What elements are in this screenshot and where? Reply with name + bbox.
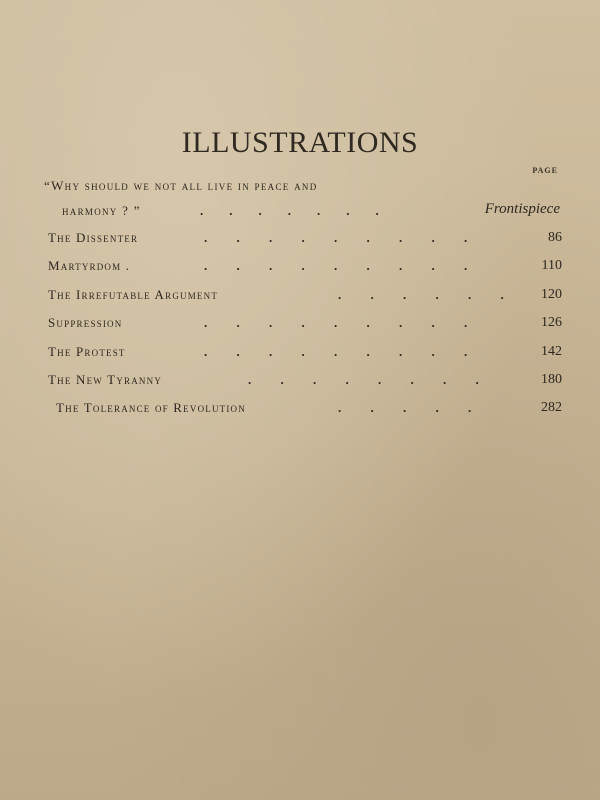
dot-leader: . . . . .: [338, 400, 472, 415]
entry-title: The Irrefutable Argument: [48, 287, 219, 302]
dot-leader: . . . . . . .: [200, 203, 379, 218]
page-title: ILLUSTRATIONS: [181, 126, 419, 159]
entry-title: The Tolerance of Revolution: [56, 400, 246, 415]
entry-page-number: 86: [548, 230, 562, 245]
entry-title-line2: harmony ? ”: [62, 203, 141, 218]
entry-page-frontispiece: Frontispiece: [484, 201, 560, 217]
entry-page-number: 120: [541, 287, 562, 302]
entry-title: The Protest: [48, 344, 126, 359]
list-item: [48, 315, 562, 335]
dot-leader: . . . . . . . . .: [204, 258, 468, 273]
list-item: [48, 287, 562, 307]
entry-page-number: 110: [541, 258, 562, 273]
entry-page-number: 282: [541, 400, 562, 415]
list-item: [48, 344, 562, 364]
entry-title: Martyrdom .: [48, 258, 131, 273]
entry-page-number: 142: [541, 344, 562, 359]
page-column-label: PAGE: [532, 166, 558, 175]
entry-page-number: 126: [541, 315, 562, 330]
entry-title: The Dissenter: [48, 230, 139, 245]
list-item: [48, 372, 562, 392]
dot-leader: . . . . . . . .: [248, 372, 479, 387]
dot-leader: . . . . . . . . .: [204, 344, 468, 359]
entry-page-number: 180: [541, 372, 562, 387]
list-item: [56, 400, 562, 420]
dot-leader: . . . . . . . . .: [204, 230, 468, 245]
dot-leader: . . . . . . . . .: [204, 315, 468, 330]
entry-title: The New Tyranny: [48, 372, 163, 387]
list-item: [48, 230, 562, 250]
dot-leader: . . . . . .: [338, 287, 504, 302]
list-item: [48, 258, 562, 278]
entry-title: Suppression: [48, 315, 123, 330]
entry-title-line1: “Why should we not all live in peace and: [44, 178, 318, 193]
